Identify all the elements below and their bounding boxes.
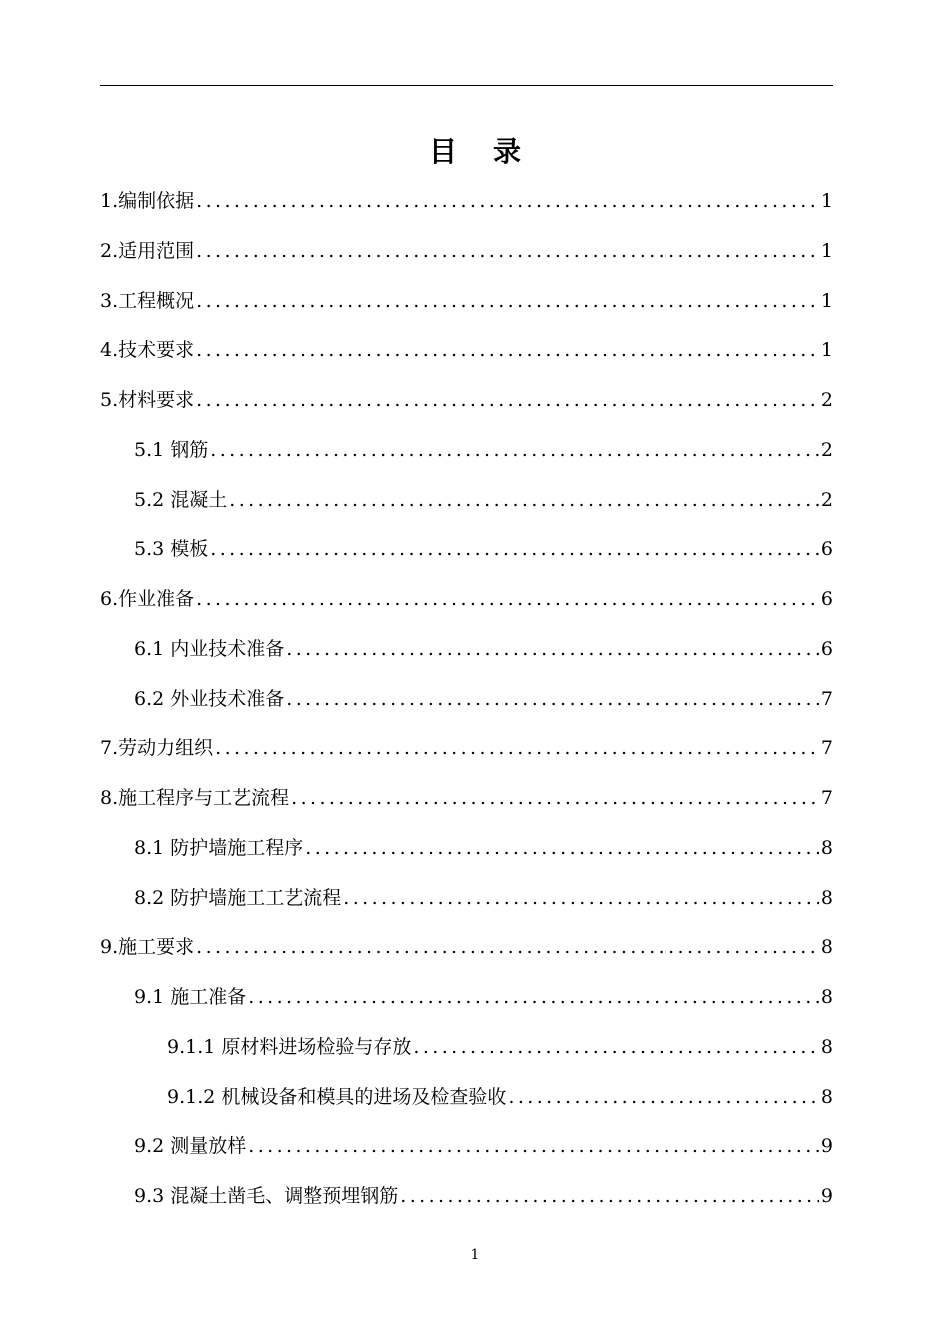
toc-entry[interactable] <box>100 733 833 763</box>
toc-entry[interactable] <box>134 833 833 863</box>
toc-dot-leader <box>248 1131 819 1161</box>
toc-entry-label: 2.适用范围 <box>100 239 195 262</box>
toc-entry-page: 9 <box>820 1185 833 1207</box>
toc-entry[interactable] <box>134 485 833 515</box>
toc-entry[interactable] <box>100 236 833 266</box>
toc-dot-leader <box>196 932 819 962</box>
toc-dot-leader <box>210 435 819 465</box>
toc-entry[interactable] <box>134 883 833 913</box>
toc-entry-label: 9.1.1 原材料进场检验与存放 <box>167 1035 412 1058</box>
toc-entry-page: 6 <box>820 588 833 610</box>
toc-dot-leader <box>248 982 819 1012</box>
toc-entry-page: 1 <box>820 289 833 312</box>
toc-entry[interactable] <box>134 435 833 465</box>
toc-entry-page: 7 <box>820 787 833 809</box>
page-number: 1 <box>470 1247 480 1263</box>
toc-entry[interactable] <box>100 584 833 614</box>
toc-dot-leader <box>196 335 819 365</box>
toc-entry-label: 9.1.2 机械设备和模具的进场及检查验收 <box>167 1085 507 1108</box>
toc-entry-page: 7 <box>820 687 833 710</box>
toc-entry-page: 6 <box>820 637 833 660</box>
toc-entry-label: 5.2 混凝土 <box>134 488 228 511</box>
toc-dot-leader <box>305 833 819 863</box>
toc-entry-label: 5.1 钢筋 <box>134 438 209 461</box>
toc-entry[interactable] <box>134 534 833 564</box>
toc-entry[interactable] <box>134 684 833 714</box>
header-rule <box>100 85 833 86</box>
toc-entry-label: 9.2 测量放样 <box>134 1135 247 1158</box>
toc-entry-label: 6.作业准备 <box>100 588 195 610</box>
toc-entry[interactable] <box>167 1032 833 1062</box>
toc-entry-label: 6.2 外业技术准备 <box>134 687 285 710</box>
toc-entry-label: 9.施工要求 <box>100 936 195 959</box>
toc-entry[interactable] <box>134 982 833 1012</box>
toc-entry-label: 9.1 施工准备 <box>134 986 247 1008</box>
toc-entry[interactable] <box>100 335 833 365</box>
toc-dot-leader <box>196 385 819 415</box>
toc-entry[interactable] <box>100 286 833 316</box>
toc-dot-leader <box>229 485 819 515</box>
toc-entry-page: 8 <box>820 886 833 909</box>
toc-dot-leader <box>413 1032 819 1062</box>
toc-entry[interactable] <box>100 783 833 813</box>
toc-dot-leader <box>196 236 819 266</box>
toc-entry[interactable] <box>100 186 833 216</box>
toc-entry-label: 4.技术要求 <box>100 339 195 362</box>
toc-dot-leader <box>210 534 819 564</box>
toc-dot-leader <box>400 1181 819 1211</box>
toc-entry-label: 1.编制依据 <box>100 190 195 212</box>
toc-entry-page: 2 <box>820 488 833 511</box>
toc-entry-label: 3.工程概况 <box>100 289 195 312</box>
toc-entry[interactable] <box>100 932 833 962</box>
toc-entry[interactable] <box>167 1082 833 1112</box>
toc-entry-page: 1 <box>820 190 833 212</box>
toc-entry[interactable] <box>134 1131 833 1161</box>
toc-entry-page: 1 <box>820 339 833 362</box>
toc-entry-label: 7.劳动力组织 <box>100 737 214 760</box>
toc-entry-label: 8.2 防护墙施工工艺流程 <box>134 886 342 909</box>
toc-dot-leader <box>196 584 819 614</box>
toc-entry[interactable] <box>134 1181 833 1211</box>
toc-entry-label: 5.3 模板 <box>134 538 209 561</box>
toc-dot-leader <box>286 684 819 714</box>
toc-entry-label: 8.施工程序与工艺流程 <box>100 787 290 809</box>
toc-entry-label: 8.1 防护墙施工程序 <box>134 836 304 859</box>
toc-entry-page: 6 <box>820 538 833 561</box>
toc-entry-page: 2 <box>820 389 833 411</box>
toc-title: 目录 <box>428 135 557 168</box>
toc-entry-page: 8 <box>820 836 833 859</box>
toc-entry-page: 8 <box>820 1085 833 1108</box>
toc-entry-page: 2 <box>820 438 833 461</box>
toc-entry-label: 6.1 内业技术准备 <box>134 637 285 660</box>
toc-dot-leader <box>286 634 819 664</box>
toc-dot-leader <box>508 1082 819 1112</box>
toc-dot-leader <box>291 783 819 813</box>
toc-entry-page: 9 <box>820 1135 833 1158</box>
toc-entry-page: 7 <box>820 737 833 760</box>
toc-dot-leader <box>215 733 819 763</box>
toc-entry-label: 9.3 混凝土凿毛、调整预埋钢筋 <box>134 1185 399 1207</box>
toc-entry-label: 5.材料要求 <box>100 389 195 411</box>
toc-entry-page: 8 <box>820 986 833 1008</box>
toc-entry[interactable] <box>100 385 833 415</box>
toc-dot-leader <box>343 883 819 913</box>
toc-entry-page: 8 <box>820 1035 833 1058</box>
toc-dot-leader <box>196 286 819 316</box>
toc-entry-page: 8 <box>820 936 833 959</box>
toc-dot-leader <box>196 186 819 216</box>
toc-entry[interactable] <box>134 634 833 664</box>
toc-entry-page: 1 <box>820 239 833 262</box>
